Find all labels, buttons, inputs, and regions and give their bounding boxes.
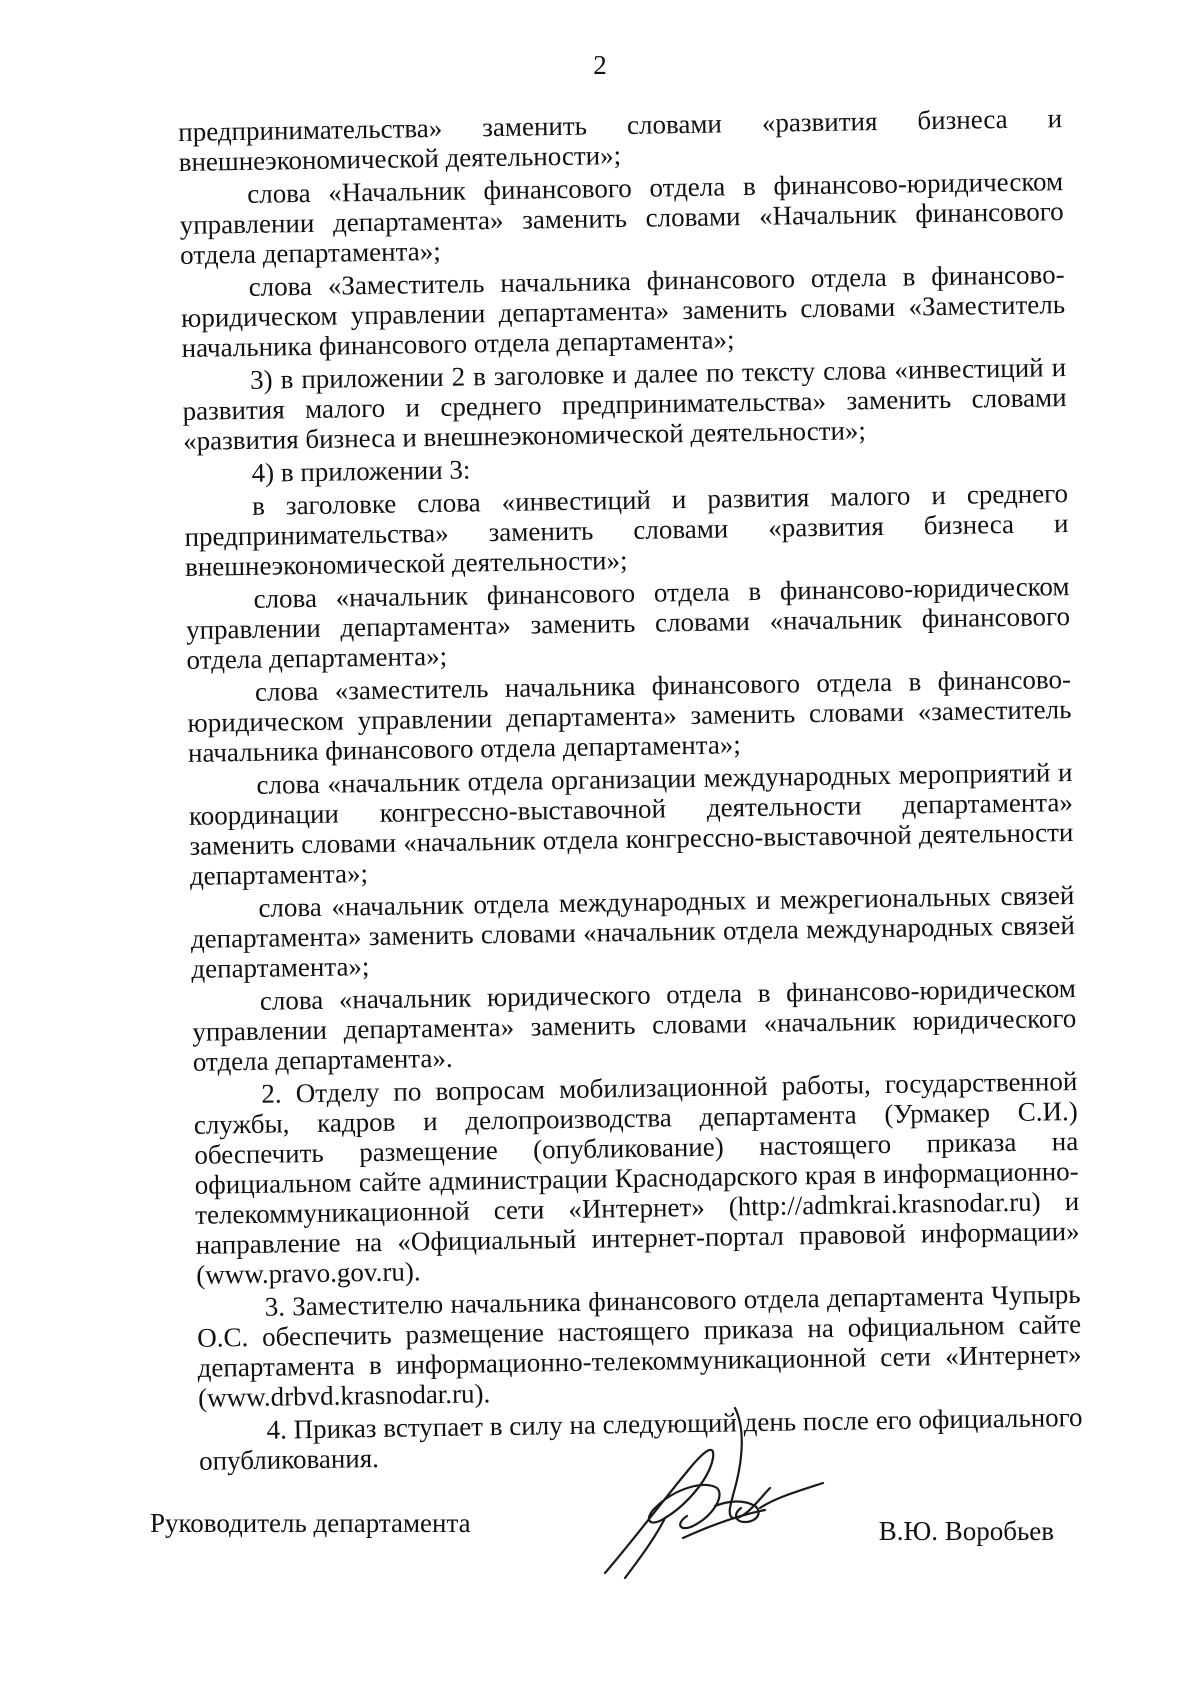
paragraph: 3. Заместителю начальника финансового отдела департамента Чупырь О.С. обеспечить размещение настоящего приказа на официальном сайте департамента в информационно-телекоммуникационной сети «Интернет» (www.drbvd.krasnodar.ru). xyxy=(196,1278,1082,1413)
paragraph: слова «начальник финансового отдела в финансово-юридическом управлении департамента» заменить словами «начальник финансового отдела департамента»; xyxy=(185,571,1071,675)
paragraph: слова «Заместитель начальника финансового отдела в финансово-юридическом управлении департамента» заменить словами «Заместитель начальника финансового отдела департамента»; xyxy=(180,259,1066,363)
paragraph: слова «заместитель начальника финансового отдела в финансово-юридическом управлении департамента» заменить словами «заместитель начальника финансового отдела департамента»; xyxy=(187,664,1072,768)
paragraph: 4) в приложении 3: xyxy=(251,454,471,488)
paragraph: слова «начальник отдела организации международных мероприятий и координации конгрессно-выставочной деятельности департамента» заменить словами «начальник отдела конгрессно-выставочной деятельности департамента»; xyxy=(188,757,1074,891)
paragraph: слова «начальник отдела международных и межрегиональных связей департамента» заменить словами «начальник отдела международных связей департамента»; xyxy=(190,880,1076,984)
signatory-name: В.Ю. Воробьев xyxy=(878,1516,1054,1546)
paragraph: предпринимательства» заменить словами «развития бизнеса и внешнеэкономической деятельности»; xyxy=(178,103,1063,177)
paragraph: слова «Начальник финансового отдела в финансово-юридическом управлении департамента» заменить словами «Начальник финансового отдела департамента»; xyxy=(179,166,1064,270)
signatory-role: Руководитель департамента xyxy=(150,1508,471,1538)
paragraph: слова «начальник юридического отдела в финансово-юридическом управлении департамента» заменить словами «начальник юридического отдела департамента». xyxy=(192,973,1077,1077)
document-body xyxy=(178,103,1083,1479)
paragraph: в заголовке слова «инвестиций и развития малого и среднего предпринимательства» заменить словами «развития бизнеса и внешнеэкономической деятельности»; xyxy=(184,478,1069,582)
paragraph: 4. Приказ вступает в силу на следующий день после его официального опубликования. xyxy=(198,1401,1083,1476)
page-number: 2 xyxy=(593,50,607,80)
signature-block xyxy=(150,1508,1054,1668)
paragraph: 3) в приложении 2 в заголовке и далее по тексту слова «инвестиций и развития малого и среднего предпринимательства» заменить словами «развития бизнеса и внешнеэкономической деятельности»; xyxy=(182,352,1067,456)
handwritten-signature xyxy=(595,1388,835,1588)
paragraph: 2. Отделу по вопросам мобилизационной работы, государственной службы, кадров и делопроизводства департамента (Урмакер С.И.) обеспечить размещение (опубликование) настоящего приказа на официальном сайте администрации Краснодарского края в информационно-телекоммуникационной сети «Интернет» (http://admkrai.krasnodar.ru) и направление на «Официальный интернет-портал правовой информации» (www.pravo.gov.ru). xyxy=(193,1065,1080,1290)
